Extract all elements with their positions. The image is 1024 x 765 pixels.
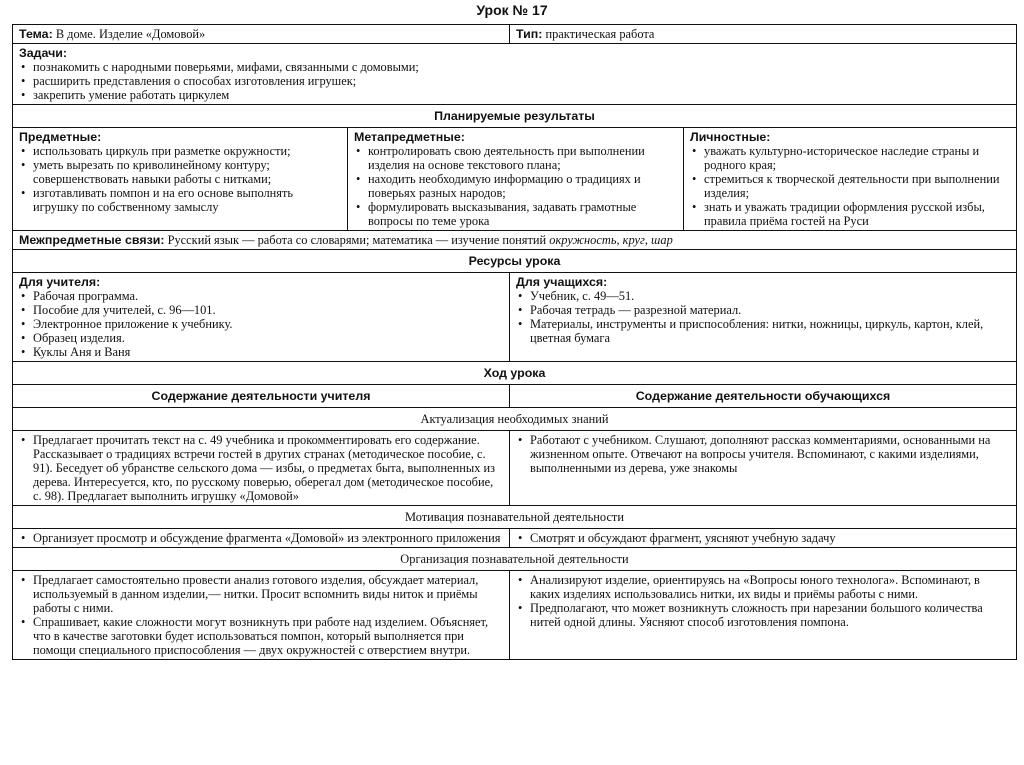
list-item: • Пособие для учителей, с. 96—101.	[33, 303, 503, 317]
resources-header-row	[13, 250, 1017, 273]
list-item: • Предполагают, что может возникнуть сложность при нарезании большого количества нитей одной длины. Уясняют способ изготовления помпона.	[530, 601, 1010, 629]
list-item: • Образец изделия.	[33, 331, 503, 345]
list-item: • Учебник, с. 49—51.	[530, 289, 1010, 303]
type-label: Тип:	[516, 27, 543, 41]
tasks-cell	[13, 44, 1017, 105]
lesson-plan-table	[12, 24, 1017, 660]
list-item: • использовать циркуль при разметке окружности;	[33, 144, 341, 158]
student-resources-list	[516, 289, 1010, 345]
topic-cell	[13, 25, 510, 44]
student-activity-list	[516, 531, 1010, 545]
list-item: • Организует просмотр и обсуждение фрагмента «Домовой» из электронного приложения	[33, 531, 503, 545]
student-resources-label: Для учащихся:	[516, 275, 608, 289]
teacher-activity-cell	[13, 529, 510, 548]
type-value: практическая работа	[545, 27, 655, 41]
topic-row	[13, 25, 1017, 44]
list-item: • Работают с учебником. Слушают, дополняют рассказ комментариями, основанными на жизненном опыте. Отвечают на вопросы учителя. Вспоминают, с какими изделиями, выполненными из дерева, уже знакомы	[530, 433, 1010, 475]
teacher-activity-list	[19, 433, 503, 503]
teacher-activity-cell	[13, 431, 510, 506]
planned-results-header: Планируемые результаты	[13, 105, 1017, 128]
interdisciplinary-row	[13, 231, 1017, 250]
student-activity-column-header: Содержание деятельности обучающихся	[510, 385, 1017, 408]
stage-title-row	[13, 408, 1017, 431]
subject-results-cell	[13, 128, 348, 231]
teacher-activity-list	[19, 531, 503, 545]
list-item: • уважать культурно-историческое наследие страны и родного края;	[704, 144, 1010, 172]
student-resources-cell	[510, 273, 1017, 362]
teacher-activity-column-header: Содержание деятельности учителя	[13, 385, 510, 408]
list-item: • стремиться к творческой деятельности при выполнении изделия;	[704, 172, 1010, 200]
topic-label: Тема:	[19, 27, 53, 41]
list-item: • знать и уважать традиции оформления русской избы, правила приёма гостей на Руси	[704, 200, 1010, 228]
list-item: • Куклы Аня и Ваня	[33, 345, 503, 359]
lesson-title: Урок № 17	[476, 2, 548, 18]
list-item: • Электронное приложение к учебнику.	[33, 317, 503, 331]
meta-results-label: Метапредметные:	[354, 130, 465, 144]
stage-title: Организация познавательной деятельности	[13, 548, 1017, 571]
interdisciplinary-cell	[13, 231, 1017, 250]
tasks-label: Задачи:	[19, 46, 68, 60]
stage-title: Мотивация познавательной деятельности	[13, 506, 1017, 529]
student-activity-cell	[510, 529, 1017, 548]
topic-value: В доме. Изделие «Домовой»	[55, 27, 206, 41]
list-item: • Анализируют изделие, ориентируясь на «Вопросы юного технолога». Вспоминают, в каких изделиях использовались нитки, их виды и приёмы работы с ними.	[530, 573, 1010, 601]
list-item: • Предлагает прочитать текст на с. 49 учебника и прокомментировать его содержание. Рассказывает о традициях встречи гостей в других странах (методическое пособие, с. 91). Беседует об убранстве сельского дома — избы, о предметах быта, выполненных из дерева. Интересуется, кто, по русскому поверью, оберегал дом (методическое пособие, с. 98). Предлагает выполнить игрушку «Домовой»	[33, 433, 503, 503]
planned-results-row	[13, 128, 1017, 231]
list-item: • Материалы, инструменты и приспособления: нитки, ножницы, циркуль, картон, клей, цветная бумага	[530, 317, 1010, 345]
list-item: • изготавливать помпон и на его основе выполнять игрушку по собственному замыслу	[33, 186, 341, 214]
subject-results-list	[19, 144, 341, 214]
meta-results-cell	[348, 128, 684, 231]
list-item: • формулировать высказывания, задавать грамотные вопросы по теме урока	[368, 200, 677, 228]
stage-title: Актуализация необходимых знаний	[13, 408, 1017, 431]
personal-results-cell	[684, 128, 1017, 231]
type-cell	[510, 25, 1017, 44]
subject-results-label: Предметные:	[19, 130, 102, 144]
resources-row	[13, 273, 1017, 362]
list-item: • уметь вырезать по криволинейному контуру; совершенствовать навыки работы с нитками;	[33, 158, 341, 186]
personal-results-list	[690, 144, 1010, 228]
tasks-list	[19, 60, 1010, 102]
student-activity-list	[516, 433, 1010, 475]
interdisciplinary-text: Русский язык — работа со словарями; математика — изучение понятий	[167, 233, 547, 247]
list-item: • контролировать свою деятельность при выполнении изделия на основе текстового плана;	[368, 144, 677, 172]
teacher-resources-list	[19, 289, 503, 359]
course-header: Ход урока	[13, 362, 1017, 385]
list-item: • Спрашивает, какие сложности могут возникнуть при работе над изделием. Объясняет, что в качестве заготовки будет использоваться помпон, который выполняется при помощи специального приспособления — двух окружностей с отверстием внутри.	[33, 615, 503, 657]
teacher-resources-cell	[13, 273, 510, 362]
student-activity-list	[516, 573, 1010, 629]
resources-header: Ресурсы урока	[13, 250, 1017, 273]
task-item: • расширить представления о способах изготовления игрушек;	[33, 74, 1010, 88]
student-activity-cell	[510, 571, 1017, 660]
course-columns-row	[13, 385, 1017, 408]
list-item: • Предлагает самостоятельно провести анализ готового изделия, обсуждает материал, используемый в данном изделии,— нитки. Просит вспомнить виды ниток и приёмы работы с ними.	[33, 573, 503, 615]
list-item: • Рабочая программа.	[33, 289, 503, 303]
task-item: • познакомить с народными поверьями, мифами, связанными с домовыми;	[33, 60, 1010, 74]
list-item: • находить необходимую информацию о традициях и поверьях разных народов;	[368, 172, 677, 200]
stage-row	[13, 571, 1017, 660]
stage-title-row	[13, 506, 1017, 529]
task-item: • закрепить умение работать циркулем	[33, 88, 1010, 102]
course-header-row	[13, 362, 1017, 385]
teacher-activity-list	[19, 573, 503, 657]
stage-row	[13, 431, 1017, 506]
student-activity-cell	[510, 431, 1017, 506]
interdisciplinary-emphasis: окружность, круг, шар	[549, 233, 673, 247]
interdisciplinary-label: Межпредметные связи:	[19, 233, 165, 247]
list-item: • Рабочая тетрадь — разрезной материал.	[530, 303, 1010, 317]
teacher-activity-cell	[13, 571, 510, 660]
planned-results-header-row	[13, 105, 1017, 128]
personal-results-label: Личностные:	[690, 130, 771, 144]
teacher-resources-label: Для учителя:	[19, 275, 101, 289]
meta-results-list	[354, 144, 677, 228]
stage-title-row	[13, 548, 1017, 571]
tasks-row	[13, 44, 1017, 105]
stage-row	[13, 529, 1017, 548]
list-item: • Смотрят и обсуждают фрагмент, уясняют учебную задачу	[530, 531, 1010, 545]
